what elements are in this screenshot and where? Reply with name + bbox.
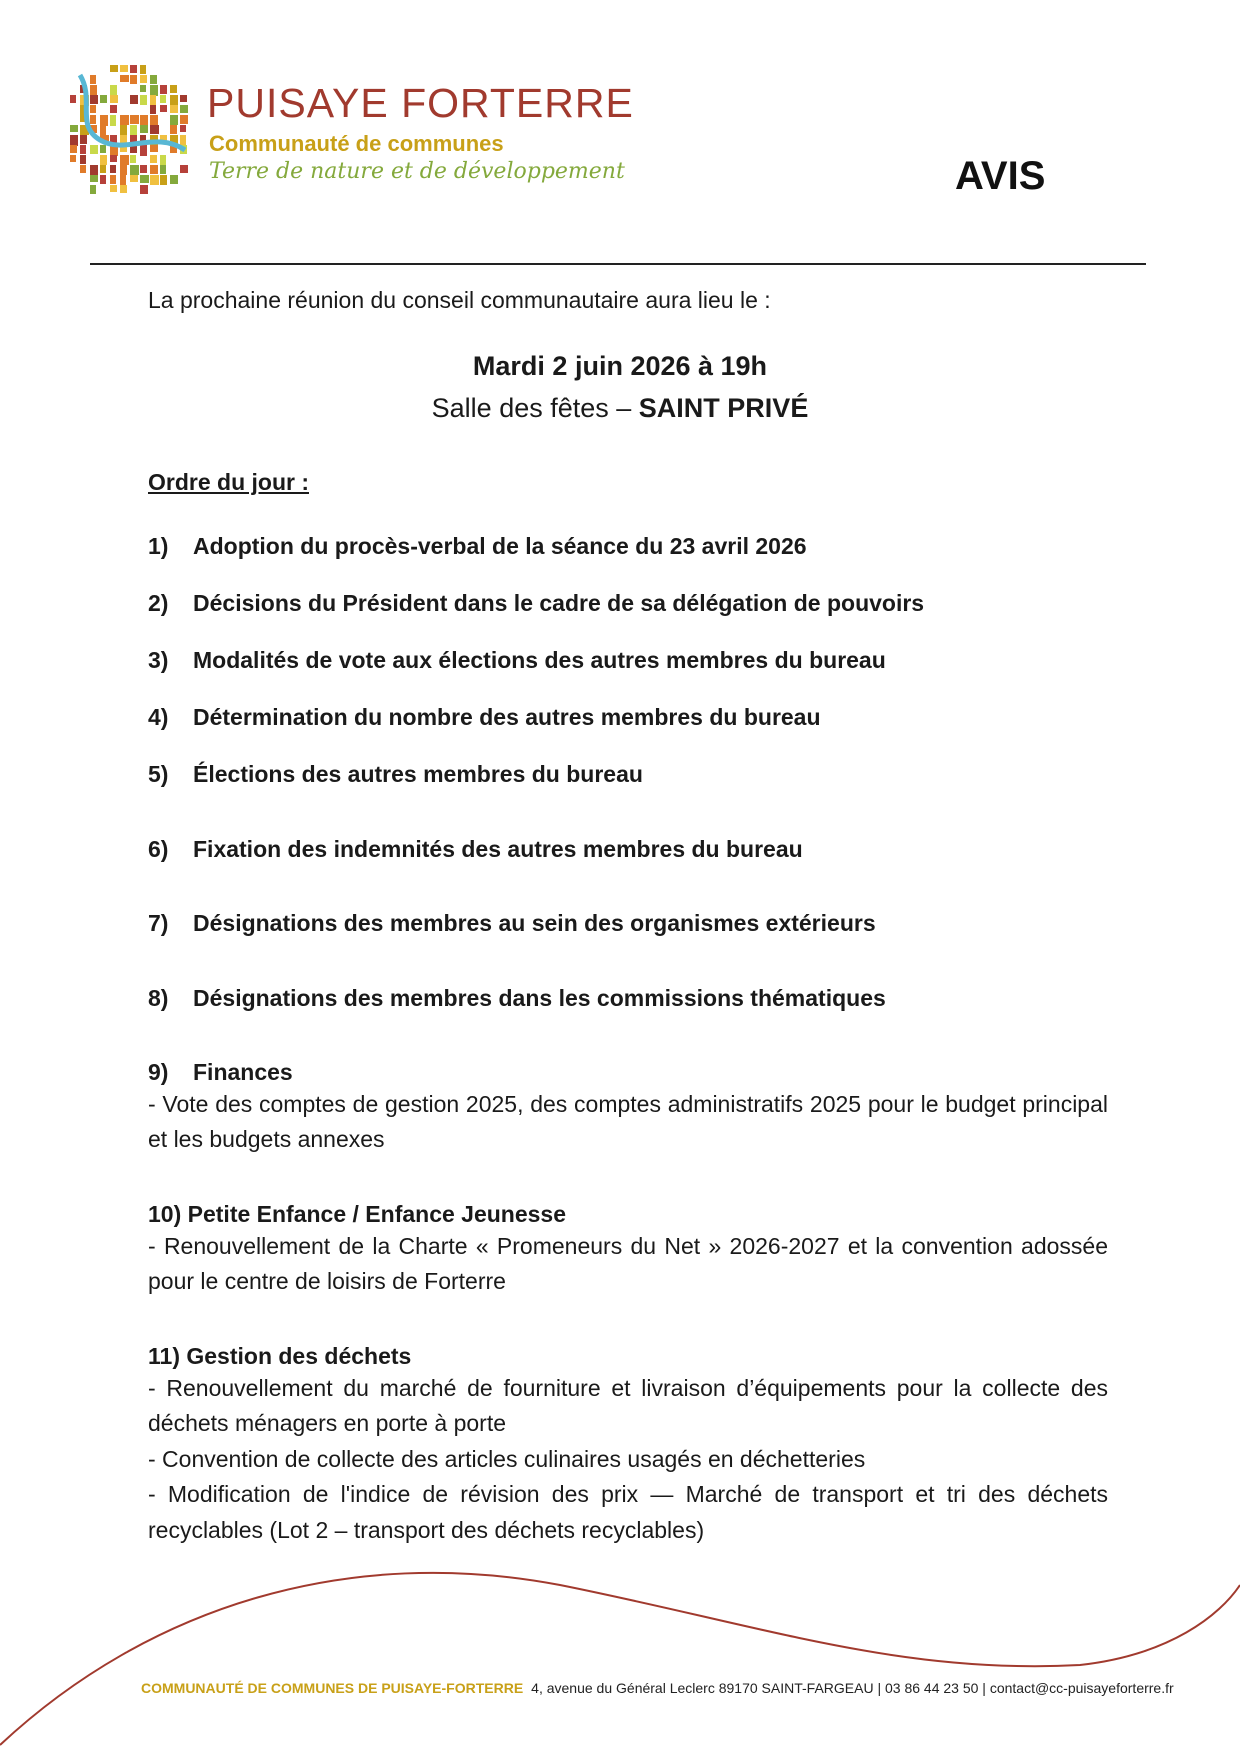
agenda-item-number: 8) bbox=[148, 985, 169, 1011]
footer-contact: 4, avenue du Général Leclerc 89170 SAINT-FARGEAU | 03 86 44 23 50 | contact@cc-puisayeforterre.fr bbox=[531, 1680, 1174, 1696]
agenda-item bbox=[148, 761, 1108, 789]
agenda-item-title: Désignations des membres au sein des organismes extérieurs bbox=[193, 910, 876, 936]
logo-subtitle: Communauté de communes bbox=[209, 131, 504, 156]
logo bbox=[55, 55, 634, 205]
agenda-item-title: Finances bbox=[193, 1059, 293, 1085]
agenda-item-detail: - Convention de collecte des articles culinaires usagés en déchetteries bbox=[148, 1445, 866, 1472]
agenda-item-title: Fixation des indemnités des autres membres du bureau bbox=[193, 836, 803, 862]
agenda-item-title: Désignations des membres dans les commissions thématiques bbox=[193, 985, 886, 1011]
logo-tagline: Terre de nature et de développement bbox=[209, 159, 625, 184]
footer-org: COMMUNAUTÉ DE COMMUNES DE PUISAYE-FORTERRE bbox=[141, 1680, 524, 1696]
agenda-item-title: Petite Enfance / Enfance Jeunesse bbox=[187, 1201, 567, 1227]
agenda-item-detail: - Renouvellement du marché de fourniture et livraison d’équipements pour la collecte des déchets ménagers en porte à porte bbox=[148, 1374, 1108, 1437]
header-divider bbox=[90, 263, 1146, 265]
agenda-item-title: Détermination du nombre des autres membres du bureau bbox=[193, 704, 821, 730]
logo-name: PUISAYE FORTERRE bbox=[207, 80, 634, 126]
agenda-item bbox=[148, 1201, 1108, 1300]
agenda-item bbox=[148, 704, 1108, 732]
agenda-item-title: Modalités de vote aux élections des autres membres du bureau bbox=[193, 647, 886, 673]
agenda-item bbox=[148, 985, 1108, 1013]
agenda-item-number: 2) bbox=[148, 590, 169, 616]
footer bbox=[141, 1681, 1174, 1695]
logo-map-icon bbox=[55, 55, 205, 205]
footer-wave-decoration bbox=[0, 1545, 1240, 1754]
agenda-item-detail: - Vote des comptes de gestion 2025, des comptes administratifs 2025 pour le budget principal et les budgets annexes bbox=[148, 1090, 1108, 1153]
agenda-item-detail: - Modification de l'indice de révision des prix — Marché de transport et tri des déchets recyclables (Lot 2 – transport des déchets recyclables) bbox=[148, 1481, 1108, 1543]
agenda-item bbox=[148, 1343, 1108, 1548]
agenda-item-number: 9) bbox=[148, 1059, 169, 1085]
document-type-title: AVIS bbox=[955, 154, 1046, 198]
meeting-date: Mardi 2 juin 2026 à 19h bbox=[472, 351, 768, 381]
agenda-item-title: Adoption du procès-verbal de la séance du 23 avril 2026 bbox=[193, 533, 807, 559]
agenda-item bbox=[148, 836, 1108, 864]
agenda-item-title: Décisions du Président dans le cadre de sa délégation de pouvoirs bbox=[193, 590, 925, 616]
agenda-item-title: Élections des autres membres du bureau bbox=[193, 761, 643, 787]
agenda-item-detail: - Renouvellement de la Charte « Promeneurs du Net » 2026-2027 et la convention adossée pour le centre de loisirs de Forterre bbox=[148, 1232, 1108, 1295]
meeting-venue bbox=[0, 392, 1240, 424]
intro-text: La prochaine réunion du conseil communautaire aura lieu le : bbox=[148, 287, 771, 313]
agenda-item-number: 1) bbox=[148, 533, 169, 559]
agenda-item-number: 6) bbox=[148, 836, 169, 862]
agenda-item-number: 5) bbox=[148, 761, 169, 787]
agenda-item bbox=[148, 1059, 1108, 1158]
venue-town: SAINT PRIVÉ bbox=[638, 393, 809, 423]
agenda-title: Ordre du jour : bbox=[148, 469, 309, 495]
agenda-item-title: Gestion des déchets bbox=[186, 1343, 412, 1369]
agenda-item-number: 3) bbox=[148, 647, 169, 673]
agenda-item-number: 4) bbox=[148, 704, 169, 730]
agenda-item bbox=[148, 533, 1108, 561]
agenda-item bbox=[148, 647, 1108, 675]
venue-prefix: Salle des fêtes – bbox=[431, 393, 639, 423]
agenda-item-number: 10) bbox=[148, 1201, 182, 1227]
agenda-item-number: 7) bbox=[148, 910, 169, 936]
agenda-item-number: 11) bbox=[148, 1343, 180, 1369]
agenda-item bbox=[148, 910, 1108, 938]
agenda-item bbox=[148, 590, 1108, 618]
